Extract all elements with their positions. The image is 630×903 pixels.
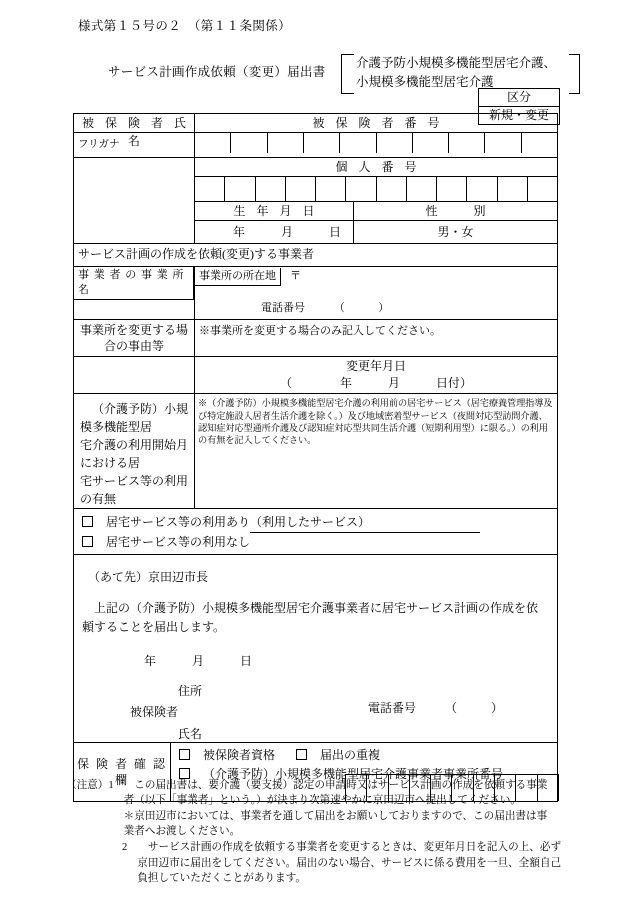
kubun-label: 区分 <box>479 89 559 107</box>
row-usage-checks <box>74 509 558 554</box>
personal-number-header-cell <box>195 158 558 177</box>
row-furigana <box>74 133 558 158</box>
footnote-line: 業者へお渡しください。 <box>123 826 241 838</box>
declaration-name-label: 氏名 <box>178 726 203 741</box>
personal-number-digits[interactable] <box>195 177 557 201</box>
usage-label-line1: （介護予防）小規模多機能型居 <box>80 402 189 435</box>
row-provider-fields <box>74 267 558 320</box>
insured-name-header: 被 保 険 者 氏 名 <box>82 116 191 148</box>
usage-check-yes-row[interactable] <box>82 513 553 533</box>
usage-note-cell <box>195 394 558 509</box>
checkbox-duplicate-filing[interactable] <box>296 749 307 760</box>
digit-cell[interactable] <box>485 133 521 153</box>
digit-cell[interactable] <box>449 133 485 153</box>
insurer-check2-label: 届出の重複 <box>320 747 381 762</box>
birthdate-value: 年 月 日 <box>233 225 342 239</box>
birthdate-value-cell[interactable] <box>195 221 354 244</box>
usage-note: ※（介護予防）小規模多機能型居宅介護の利用前の居宅サービス（居宅療養管理指導及び特定施設入居者生活介護を除く。）及び地域密着型サービス（夜間対応型訪問介護、認知症対応型通所介護及び認知症対応型共同生活介護（短期利用型）に限る。）の利用の有無を記入してください。 <box>198 398 553 445</box>
row-personal-number-header <box>74 158 558 177</box>
digit-cell[interactable] <box>340 133 376 153</box>
footnote-line: サービス計画の作成を依頼する事業者を変更するときは、変更年月日を記入の上、必ず <box>147 842 562 854</box>
change-date-label: 変更年月日 <box>346 359 407 374</box>
usage-label-line3: 宅サービス等の利用の有無 <box>80 474 189 507</box>
gender-header: 性 別 <box>425 204 490 218</box>
personal-number-digits-cell[interactable] <box>195 177 558 202</box>
insurer-check-label: 保 険 者 確 認 欄 <box>76 756 167 787</box>
digit-cell[interactable] <box>195 177 225 201</box>
insurer-check1-label: 被保険者資格 <box>203 747 276 762</box>
digit-cell[interactable] <box>528 177 557 201</box>
checkbox-insured-qualification[interactable] <box>179 749 190 760</box>
provider-section-title: サービス計画の作成を依頼(変更)する事業者 <box>78 247 314 261</box>
digit-cell[interactable] <box>522 133 557 153</box>
change-reason-note: ※事業所を変更する場合のみ記入してください。 <box>199 325 442 337</box>
declaration-date[interactable]: 年 月 日 <box>144 654 253 669</box>
footnote-line: 者（以下「事業者」という。）が決まり次第速やかに京田辺市へ提出してください。 <box>123 795 521 807</box>
declaration-insured-row <box>74 700 557 720</box>
declaration-phone-open-paren: （ <box>445 700 458 715</box>
usage-label-line2: 宅介護の利用開始月における居 <box>80 438 189 471</box>
usage-check-yes-label: 居宅サービス等の利用あり <box>106 515 251 530</box>
checkbox-usage-no[interactable] <box>82 536 93 547</box>
change-date-cell[interactable] <box>195 357 558 394</box>
insured-number-header-cell <box>195 114 558 133</box>
digit-cell[interactable] <box>346 177 376 201</box>
office-name-label: 事 業 者 の 事 業 所 名 <box>74 267 194 300</box>
office-phone-row[interactable] <box>261 301 389 316</box>
furigana-label: フリガナ <box>78 139 120 150</box>
change-reason-label-cell <box>74 320 195 357</box>
kubun-value[interactable]: 新規・変更 <box>479 107 559 125</box>
row-declaration <box>74 554 558 742</box>
office-name-cell[interactable] <box>74 267 195 320</box>
checkbox-usage-yes[interactable] <box>82 516 93 527</box>
postal-mark-icon: 〒 <box>290 270 302 282</box>
footnote-marker: 2 <box>122 842 128 854</box>
digit-cell[interactable] <box>304 133 340 153</box>
digit-cell[interactable] <box>467 177 497 201</box>
change-reason-input-cell[interactable] <box>74 357 195 394</box>
usage-check-list[interactable] <box>78 511 553 551</box>
usage-label-cell <box>74 394 195 509</box>
insurer-check3-label: （介護予防）小規模多機能型居宅介護事業者事業所番号 <box>203 767 504 782</box>
usage-check-no-label: 居宅サービス等の利用なし <box>106 534 251 549</box>
brace-right-icon <box>569 54 580 94</box>
office-phone-label: 電話番号 <box>261 302 306 315</box>
usage-check-yes-detail[interactable]: （利用したサービス） <box>250 513 480 533</box>
declaration-insured-label: 被保険者 <box>130 704 179 719</box>
footnote-body <box>137 840 572 886</box>
declaration-body-line2: 頼することを届出します。 <box>82 619 226 634</box>
insured-number-digits[interactable] <box>195 133 557 153</box>
footnote-body <box>124 778 572 839</box>
usage-label <box>74 394 194 508</box>
digit-cell[interactable] <box>377 177 407 201</box>
insured-number-header: 被 保 険 者 番 号 <box>312 116 444 130</box>
declaration-body <box>74 585 557 637</box>
declaration-addressee: （あて先）京田辺市長 <box>88 569 209 584</box>
declaration-address-label: 住所 <box>178 684 203 699</box>
gender-header-cell <box>354 202 558 221</box>
declaration-phone-close-paren: ） <box>491 700 504 715</box>
office-phone-close-paren: ） <box>378 302 390 315</box>
footnote-item <box>122 840 572 886</box>
insurer-check-row1[interactable] <box>179 746 557 765</box>
digit-cell[interactable] <box>268 133 304 153</box>
digit-cell[interactable] <box>286 177 316 201</box>
birthdate-header-cell <box>195 202 354 221</box>
form-title-sub-line1: 介護予防小規模多機能型居宅介護、 <box>356 56 557 70</box>
main-form-table <box>73 113 558 802</box>
footnotes <box>66 778 572 888</box>
gender-value-cell[interactable] <box>354 221 558 244</box>
digit-cell[interactable] <box>195 133 231 153</box>
digit-cell[interactable] <box>256 177 286 201</box>
insured-number-digits-cell[interactable] <box>195 133 558 158</box>
provider-section-title-cell <box>74 244 558 267</box>
digit-cell[interactable] <box>377 133 413 153</box>
office-address-label: 事業所の所在地 <box>195 268 281 286</box>
footnote-line: 負担していただくことがあります。 <box>137 873 306 885</box>
digit-cell[interactable] <box>437 177 467 201</box>
form-number: 様式第１５号の２ （第１１条関係） <box>78 19 292 33</box>
usage-checks-cell[interactable] <box>74 509 558 554</box>
change-reason-note-cell <box>195 320 558 357</box>
declaration-cell <box>74 554 558 742</box>
form-title-sub-line2: 小規模多機能型居宅介護 <box>356 75 494 89</box>
row-provider-title <box>74 244 558 267</box>
digit-cell[interactable] <box>407 177 437 201</box>
office-address-cell[interactable] <box>195 267 558 320</box>
digit-cell[interactable] <box>225 177 255 201</box>
row-usage <box>74 394 558 509</box>
change-date-value: （ 年 月 日付） <box>280 375 473 390</box>
row-change-date <box>74 357 558 394</box>
digit-cell[interactable] <box>231 133 267 153</box>
row-insured-headers <box>74 114 558 133</box>
row-change-reason <box>74 320 558 357</box>
digit-cell[interactable] <box>498 177 528 201</box>
usage-check-no-row[interactable] <box>82 533 553 552</box>
digit-cell[interactable] <box>316 177 346 201</box>
footnote-marker: （注意）1 <box>66 780 114 791</box>
birthdate-header: 生 年 月 日 <box>233 204 319 218</box>
brace-left-icon <box>341 54 354 94</box>
footnote-line: この届出書は、要介護（要支援）認定の申請時又はサービス計画の作成を依頼する事業 <box>134 780 548 791</box>
footnote-item <box>66 778 572 839</box>
digit-cell[interactable] <box>413 133 449 153</box>
change-reason-label: 事業所を変更する場合の事由等 <box>80 323 189 354</box>
form-title-main: サービス計画作成依頼（変更）届出書 <box>108 65 326 79</box>
footnote-line: 京田辺市に届出をしてください。届出のない場合、サービスに係る費用を一旦、全額自己 <box>137 857 562 869</box>
insured-name-input-cell[interactable] <box>74 158 195 244</box>
footnote-line: ＊京田辺市においては、事業者を通して届出をお願いしておりますので、この届出書は事 <box>123 810 548 822</box>
declaration-phone-row[interactable] <box>368 700 503 716</box>
form-title-sub <box>356 54 556 92</box>
declaration-body-line1: 上記の（介護予防）小規模多機能型居宅介護事業者に居宅サービス計画の作成を依 <box>94 600 539 615</box>
personal-number-header: 個 人 番 号 <box>335 160 421 174</box>
office-phone-open-paren: （ <box>333 302 345 315</box>
gender-value: 男・女 <box>437 225 474 239</box>
declaration-phone-label: 電話番号 <box>368 700 417 715</box>
